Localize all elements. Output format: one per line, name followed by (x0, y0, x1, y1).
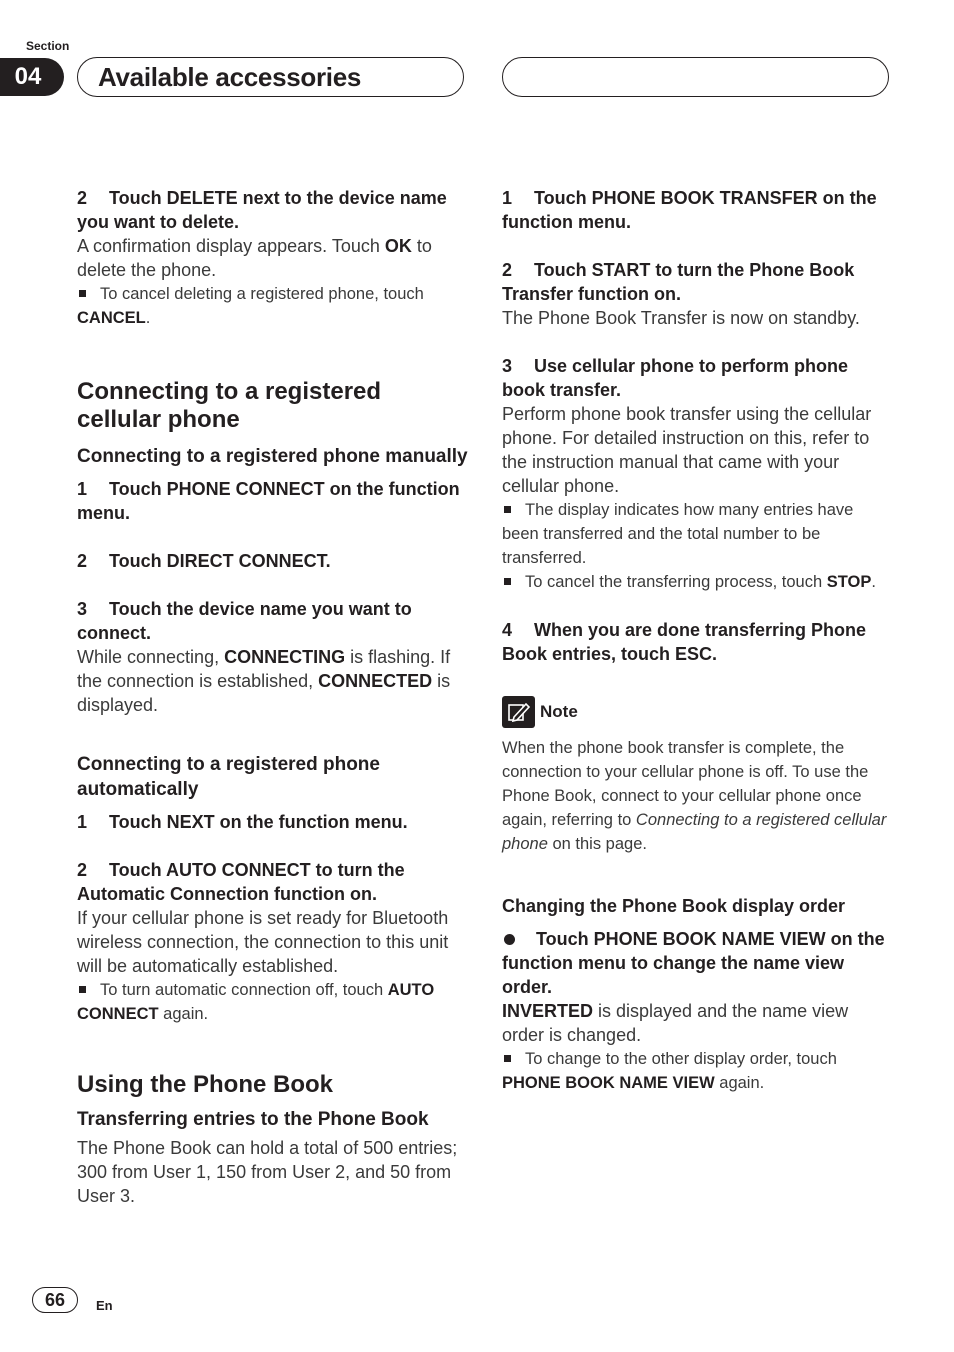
order-bullet (502, 1047, 894, 1095)
auto-bullet (77, 978, 469, 1026)
step-number: 2 (77, 551, 88, 571)
step-text: When you are done transferring Phone Book entries, touch ESC. (502, 620, 867, 664)
step-number: 1 (502, 188, 513, 208)
section-label: Section (26, 39, 70, 53)
filled-circle-icon (504, 934, 515, 945)
manual-body (77, 645, 469, 717)
order-step (502, 927, 894, 999)
pencil-note-icon (502, 696, 535, 728)
square-bullet-icon (79, 290, 86, 297)
step-delete (77, 186, 469, 234)
section-tab (0, 58, 64, 96)
step-number: 4 (502, 620, 513, 640)
transfer-step-2 (502, 258, 894, 306)
step-text: Touch DELETE next to the device name you want to delete. (77, 188, 447, 232)
body-text: to delete the phone. (77, 236, 432, 280)
note-body: on this page. (547, 835, 647, 853)
cancel-term: CANCEL (77, 309, 146, 327)
auto-connect-term: AUTO CONNECT (77, 981, 435, 1023)
square-bullet-icon (79, 986, 86, 993)
heading-connecting: Connecting to a registered cellular phone (77, 378, 382, 433)
heading-transfer: Transferring entries to the Phone Book (77, 1109, 429, 1130)
auto-step-1 (77, 810, 469, 834)
delete-body (77, 234, 469, 282)
transfer-body: The Phone Book can hold a total of 500 entries; 300 from User 1, 150 from User 2, and 50 from User 3. (77, 1138, 458, 1206)
step-number: 1 (77, 812, 88, 832)
note-body: When the phone book transfer is complete, the connection to your cellular phone is off. To use the Phone Book, connect to your cellular phone once again, referring to (502, 739, 869, 829)
step-number: 1 (77, 479, 88, 499)
step-number: 2 (77, 188, 88, 208)
square-bullet-icon (504, 1055, 511, 1062)
step-text: Touch PHONE CONNECT on the function menu. (77, 479, 460, 523)
transfer-step-2-body: The Phone Book Transfer is now on standby. (502, 308, 860, 328)
step-text: Touch DIRECT CONNECT. (109, 551, 331, 571)
step-text: Touch PHONE BOOK NAME VIEW on the function menu to change the name view order. (502, 929, 885, 997)
bullet-text: . (145, 309, 151, 327)
bullet-text: To cancel deleting a registered phone, touch (100, 285, 424, 303)
manual-step-1 (77, 477, 469, 525)
heading-display-order: Changing the Phone Book display order (502, 896, 846, 916)
empty-title-box (502, 57, 889, 97)
bullet-text: To change to the other display order, touch (525, 1050, 837, 1068)
bullet-text: again. (714, 1074, 765, 1092)
step-text: Use cellular phone to perform phone book transfer. (502, 356, 849, 400)
body-text: While connecting, (77, 647, 225, 667)
note-reference: Connecting to a registered cellular phone (502, 811, 887, 853)
name-view-term: PHONE BOOK NAME VIEW (502, 1074, 715, 1092)
order-body (502, 999, 894, 1047)
step-number: 3 (502, 356, 513, 376)
note-label: Note (540, 702, 578, 721)
bullet-text: again. (158, 1005, 209, 1023)
step-number: 3 (77, 599, 88, 619)
step-text: Touch PHONE BOOK TRANSFER on the function menu. (502, 188, 877, 232)
step-number: 2 (77, 860, 88, 880)
bullet-text: . (871, 573, 876, 591)
heading-auto: Connecting to a registered phone automatically (77, 754, 380, 800)
heading-manual: Connecting to a registered phone manually (77, 446, 468, 467)
square-bullet-icon (504, 506, 511, 513)
bullet-text: To turn automatic connection off, touch (100, 981, 388, 999)
stop-term: STOP (826, 573, 872, 591)
language-label: En (96, 1298, 113, 1313)
bullet-text: The display indicates how many entries have been transferred and the total number to be transferred. (502, 501, 854, 567)
note-text (502, 736, 894, 856)
auto-body: If your cellular phone is set ready for Bluetooth wireless connection, the connection to this unit will be automatically established. (77, 908, 449, 976)
body-text: is displayed and the name view order is changed. (502, 1001, 849, 1045)
transfer-step-1 (502, 186, 894, 234)
page-title: Available accessories (98, 62, 362, 92)
body-text: is flashing. If the connection is established, (77, 647, 451, 691)
connected-term: CONNECTED (318, 671, 433, 691)
ok-term: OK (384, 236, 412, 256)
transfer-bullet-1 (502, 498, 894, 570)
manual-step-3 (77, 597, 469, 645)
step-text: Touch AUTO CONNECT to turn the Automatic Connection function on. (77, 860, 405, 904)
right-column (502, 186, 894, 1095)
transfer-bullet-2 (502, 570, 894, 594)
transfer-step-4 (502, 618, 894, 666)
step-text: Touch NEXT on the function menu. (109, 812, 408, 832)
auto-step-2 (77, 858, 469, 906)
body-text: is displayed. (77, 671, 451, 715)
bullet-text: To cancel the transferring process, touch (525, 573, 827, 591)
square-bullet-icon (504, 578, 511, 585)
transfer-step-3-body: Perform phone book transfer using the cellular phone. For detailed instruction on this, refer to the instruction manual that came with your cellular phone. (502, 404, 872, 496)
step-text: Touch START to turn the Phone Book Transfer function on. (502, 260, 855, 304)
manual-step-2 (77, 549, 469, 573)
connecting-term: CONNECTING (224, 647, 346, 667)
inverted-term: INVERTED (502, 1001, 594, 1021)
step-text: Touch the device name you want to connect. (77, 599, 412, 643)
left-column (77, 186, 469, 1208)
body-text: A confirmation display appears. Touch (77, 236, 385, 256)
delete-bullet (77, 282, 469, 330)
page-title-box (77, 57, 464, 97)
transfer-step-3 (502, 354, 894, 402)
heading-phone-book: Using the Phone Book (77, 1071, 334, 1098)
section-number: 04 (14, 63, 42, 90)
note-header (502, 696, 894, 728)
page-number: 66 (32, 1287, 78, 1313)
step-number: 2 (502, 260, 513, 280)
